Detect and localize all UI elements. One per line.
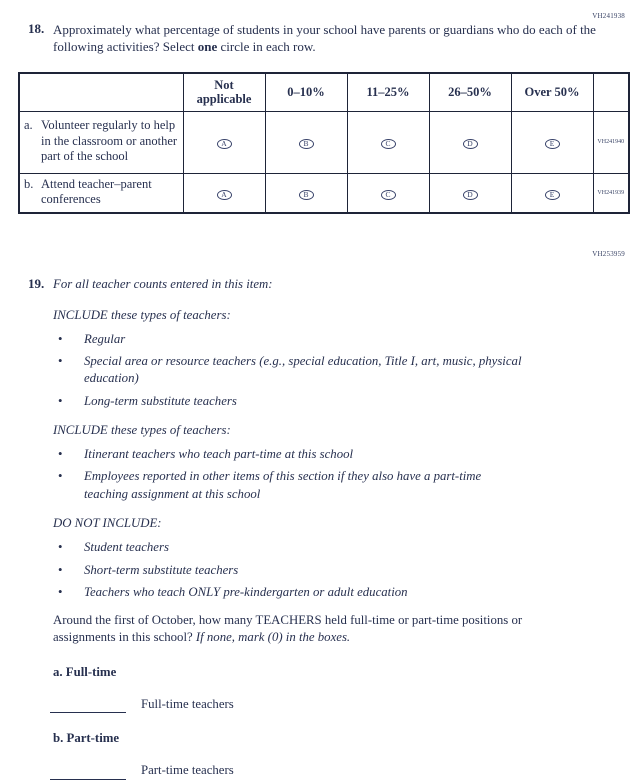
- stub-header-cell: [19, 73, 183, 111]
- list-item: • Student teachers: [53, 539, 528, 556]
- q18-response-table: [18, 72, 630, 214]
- teacher-count-question: [53, 612, 531, 647]
- include-list-1: [53, 331, 531, 410]
- part-time-teachers-input[interactable]: [50, 766, 126, 780]
- row-a-label: Volunteer regularly to help in the classroom or another part of the school: [41, 118, 178, 163]
- response-bubble-a-over-50[interactable]: E: [545, 139, 560, 149]
- list-item: • Regular: [53, 331, 528, 348]
- response-bubble-b-over-50[interactable]: E: [545, 190, 560, 200]
- table-row-a: [19, 111, 629, 173]
- row-b-item-code: VH241939: [593, 173, 629, 213]
- column-header-0-10: 0–10%: [265, 73, 347, 111]
- list-item: • Employees reported in other items of this section if they also have a part-time teaching assignment at this school: [53, 468, 528, 503]
- do-not-include-header: DO NOT INCLUDE:: [53, 515, 162, 530]
- item-code-q19: VH253959: [592, 250, 625, 258]
- include-header-2: INCLUDE these types of teachers:: [53, 422, 231, 437]
- full-time-teachers-input[interactable]: [50, 699, 126, 713]
- table-row-b: [19, 173, 629, 213]
- prompt-text-end: circle in each row.: [217, 39, 316, 55]
- question-18-prompt: [53, 21, 598, 55]
- response-bubble-a-0-10[interactable]: B: [299, 139, 314, 149]
- list-item: • Long-term substitute teachers: [53, 393, 528, 410]
- do-not-include-list: [53, 539, 531, 601]
- response-bubble-a-11-25[interactable]: C: [381, 139, 396, 149]
- item-code-q18: VH241938: [592, 12, 625, 20]
- column-header-over-50: Over 50%: [511, 73, 593, 111]
- list-item: • Teachers who teach ONLY pre-kindergarten or adult education: [53, 584, 528, 601]
- full-time-teachers-label: Full-time teachers: [141, 696, 234, 711]
- prompt-bold-one: one: [197, 39, 218, 55]
- question-19-body: [53, 276, 531, 779]
- question-19-intro: For all teacher counts entered in this item:: [53, 277, 273, 292]
- row-b-label: Attend teacher–parent conferences: [41, 176, 152, 207]
- column-header-11-25: 11–25%: [347, 73, 429, 111]
- question-text-regular: Around the first of October, how many TEACHERS held full-time or part-time positions or assignments in this school?: [53, 613, 523, 645]
- part-time-teachers-label: Part-time teachers: [141, 763, 234, 778]
- question-18: [28, 0, 634, 55]
- response-bubble-b-11-25[interactable]: C: [381, 190, 396, 200]
- part-b-label: b. Part-time: [53, 731, 120, 746]
- question-text-italic: If none, mark (0) in the boxes.: [195, 630, 351, 645]
- question-18-number: 18.: [28, 21, 45, 36]
- row-b-label-cell: [19, 173, 183, 213]
- code-column-header: [593, 73, 629, 111]
- column-header-not-applicable: Not applicable: [183, 73, 265, 111]
- part-a-answer-row: [50, 696, 531, 713]
- include-list-2: [53, 446, 531, 503]
- row-a-item-code: VH241940: [593, 111, 629, 173]
- list-item: • Itinerant teachers who teach part-time at this school: [53, 446, 528, 463]
- prompt-text-start: Approximately what percentage of students in your school have parents or guardians who do each of the following activities? Select: [53, 22, 596, 55]
- response-bubble-a-26-50[interactable]: D: [463, 139, 478, 149]
- row-b-letter: b.: [24, 176, 34, 191]
- response-bubble-b-26-50[interactable]: D: [463, 190, 478, 200]
- question-19: [28, 276, 634, 779]
- row-a-label-cell: [19, 111, 183, 173]
- list-item: • Short-term substitute teachers: [53, 562, 528, 579]
- column-header-26-50: 26–50%: [429, 73, 511, 111]
- response-bubble-b-not-applicable[interactable]: A: [217, 190, 232, 200]
- row-a-letter: a.: [24, 118, 33, 133]
- table-header-row: [19, 73, 629, 111]
- part-a-label: a. Full-time: [53, 664, 117, 679]
- include-header-1: INCLUDE these types of teachers:: [53, 307, 231, 322]
- question-19-number: 19.: [28, 276, 45, 292]
- part-b-answer-row: [50, 762, 531, 779]
- list-item: • Special area or resource teachers (e.g., special education, Title I, art, music, physical education): [53, 353, 528, 388]
- response-bubble-a-not-applicable[interactable]: A: [217, 139, 232, 149]
- response-bubble-b-0-10[interactable]: B: [299, 190, 314, 200]
